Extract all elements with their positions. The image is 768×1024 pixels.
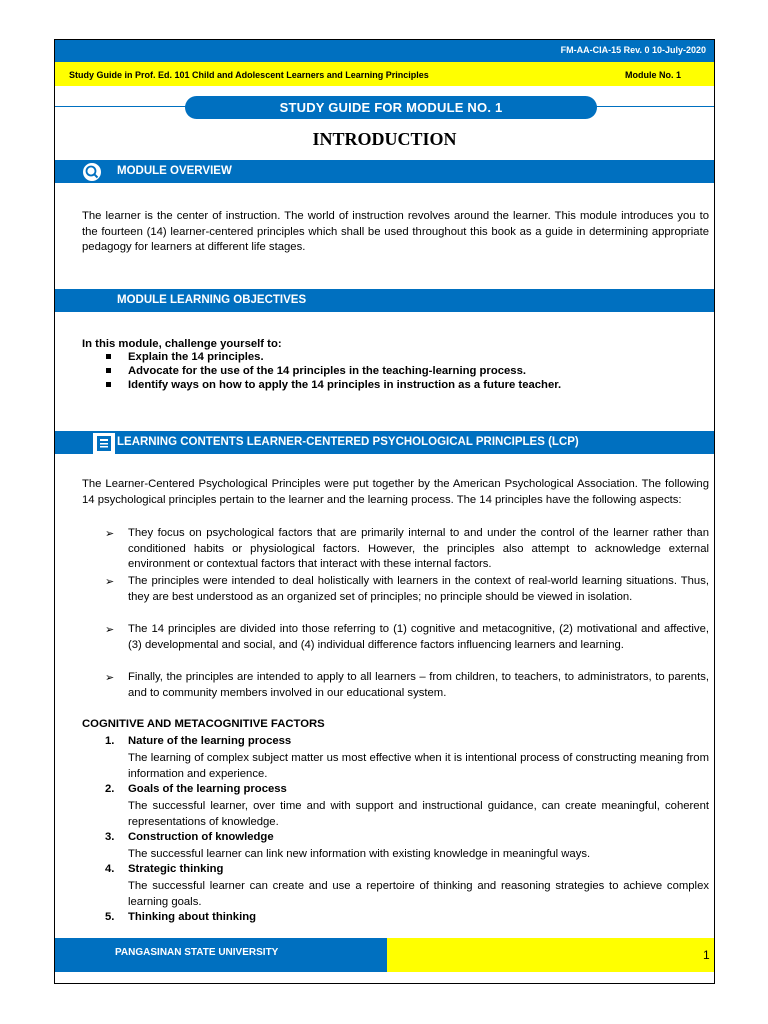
arrow-bullet: ➢	[105, 672, 115, 684]
module-number: Module No. 1	[625, 70, 681, 80]
contents-heading: LEARNING CONTENTS LEARNER-CENTERED PSYCHOLOGICAL PRINCIPLES (LCP)	[117, 436, 579, 448]
document-icon	[93, 433, 115, 454]
university-name: PANGASINAN STATE UNIVERSITY	[115, 947, 279, 958]
objective-item: Explain the 14 principles.	[128, 351, 264, 363]
aspect-item: Finally, the principles are intended to apply to all learners – from children, to teachers, to administrators, to parents, and to community members involved in our educational system.	[128, 671, 709, 699]
principle-text: The successful learner, over time and with support and instructional guidance, can create meaningful, coherent representations of knowledge.	[128, 800, 709, 828]
principle-title: Nature of the learning process	[128, 735, 292, 747]
study-guide-title: STUDY GUIDE FOR MODULE NO. 1	[185, 96, 597, 119]
form-code: FM-AA-CIA-15 Rev. 0 10-July-2020	[560, 45, 706, 55]
objective-item: Identify ways on how to apply the 14 principles in instruction as a future teacher.	[128, 379, 562, 391]
objective-item: Advocate for the use of the 14 principles in the teaching-learning process.	[128, 365, 526, 377]
principle-title: Strategic thinking	[128, 863, 224, 875]
aspect-item: The principles were intended to deal holistically with learners in the context of real-world learning situations. Thus, they are best understood as an organized set of principles; no principle should be viewed in isolation.	[128, 575, 709, 603]
arrow-bullet: ➢	[105, 624, 115, 636]
page-number: 1	[703, 948, 710, 962]
aspect-item: The 14 principles are divided into those referring to (1) cognitive and metacognitive, (2) motivational and affective, (3) developmental and social, and (4) individual difference factors influencing learners and learning.	[128, 623, 709, 651]
principle-title: Thinking about thinking	[128, 911, 257, 923]
guide-title: Study Guide in Prof. Ed. 101 Child and Adolescent Learners and Learning Principles	[69, 70, 429, 80]
principle-number: 5.	[105, 911, 115, 923]
search-icon	[81, 161, 103, 183]
principle-text: The successful learner can link new information with existing knowledge in meaningful ways.	[128, 848, 591, 860]
principle-number: 2.	[105, 783, 115, 795]
bullet	[106, 354, 111, 359]
overview-text: The learner is the center of instruction. The world of instruction revolves around the learner. This module introduces you to the fourteen (14) learner-centered principles which shall be used throughout this book as a guide in determining appropriate pedagogy for learners at different life stages.	[82, 210, 709, 253]
arrow-bullet: ➢	[105, 576, 115, 588]
objectives-heading: MODULE LEARNING OBJECTIVES	[117, 294, 307, 306]
contents-intro: The Learner-Centered Psychological Principles were put together by the American Psychological Association. The following 14 psychological principles pertain to the learner and the learning process. The 14 principles have the following aspects:	[82, 478, 709, 506]
principle-number: 3.	[105, 831, 115, 843]
arrow-bullet: ➢	[105, 528, 115, 540]
objectives-intro: In this module, challenge yourself to:	[82, 338, 282, 350]
aspect-item: They focus on psychological factors that are primarily internal to and under the control of the learner rather than conditioned habits or physiological factors. However, the principles also attempt to acknowledge external environment or contextual factors that interact with these internal factors.	[128, 527, 709, 570]
principle-number: 4.	[105, 863, 115, 875]
principle-text: The successful learner can create and use a repertoire of thinking and reasoning strategies to achieve complex learning goals.	[128, 880, 709, 908]
bullet	[106, 368, 111, 373]
factors-heading: COGNITIVE AND METACOGNITIVE FACTORS	[82, 718, 325, 730]
principle-title: Construction of knowledge	[128, 831, 274, 843]
principle-text: The learning of complex subject matter us most effective when it is intentional process of constructing meaning from information and experience.	[128, 752, 709, 780]
bullet	[106, 382, 111, 387]
overview-heading: MODULE OVERVIEW	[117, 165, 232, 177]
principle-title: Goals of the learning process	[128, 783, 287, 795]
document-page	[54, 39, 715, 984]
principle-number: 1.	[105, 735, 115, 747]
footer-yellow-bar	[387, 938, 714, 972]
page-title: INTRODUCTION	[312, 129, 457, 149]
